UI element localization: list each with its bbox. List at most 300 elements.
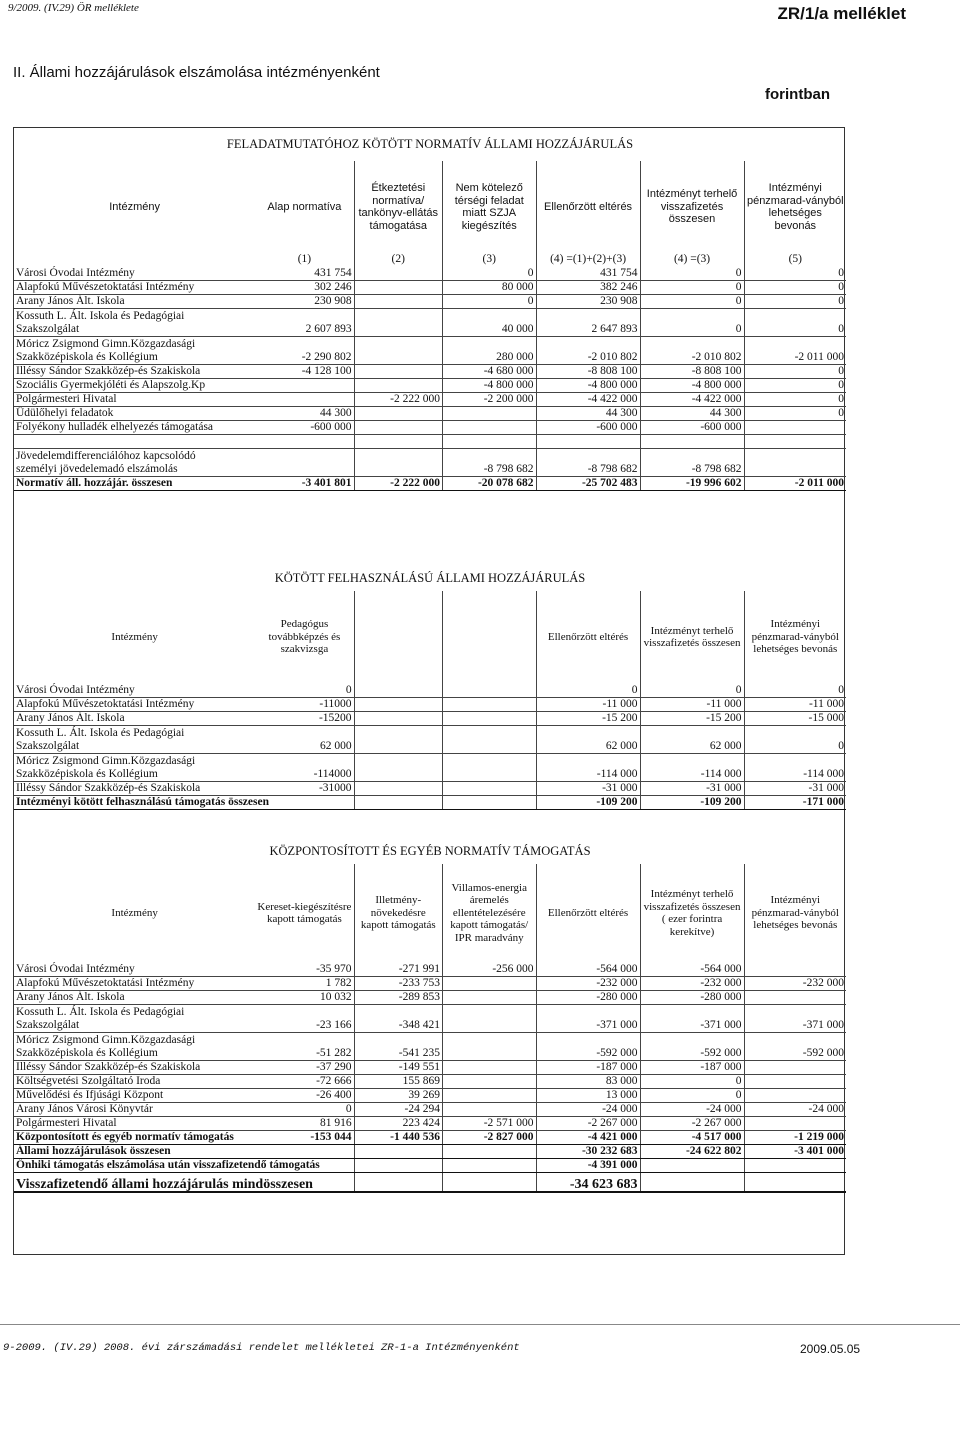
cell-value bbox=[442, 1088, 536, 1102]
cell-value: 10 032 bbox=[255, 990, 354, 1004]
cell-value: -25 702 483 bbox=[536, 476, 640, 490]
row-label: Intézmény bbox=[109, 200, 160, 213]
cell-value: -11 000 bbox=[536, 697, 640, 711]
row-label: Móricz Zsigmond Gimn.Közgazdasági Szakközépiskola és Kollégium bbox=[14, 1032, 255, 1060]
cell-value: -256 000 bbox=[442, 962, 536, 976]
cell-value: -2 010 802 bbox=[640, 336, 744, 364]
cell-value: Illetmény-növekedésre kapott támogatás bbox=[354, 864, 442, 962]
cell-value: -24 000 bbox=[536, 1102, 640, 1116]
table-row bbox=[14, 781, 846, 795]
cell-value: -11000 bbox=[255, 697, 354, 711]
cell-value: -2 267 000 bbox=[640, 1116, 744, 1130]
cell-value: -114000 bbox=[255, 753, 354, 781]
cell-value: -371 000 bbox=[744, 1004, 846, 1032]
row-label: Városi Óvodai Intézmény bbox=[14, 962, 255, 976]
cell-value bbox=[744, 1116, 846, 1130]
cell-value: 431 754 bbox=[536, 266, 640, 280]
cell-value: -3 401 000 bbox=[744, 1144, 846, 1158]
cell-value: 39 269 bbox=[354, 1088, 442, 1102]
cell-value bbox=[354, 711, 442, 725]
cell-value bbox=[354, 336, 442, 364]
cell-value bbox=[255, 795, 354, 809]
header-row bbox=[14, 864, 846, 962]
grand-total-row bbox=[14, 1172, 846, 1192]
cell-value: -564 000 bbox=[640, 962, 744, 976]
cell-value bbox=[354, 725, 442, 753]
cell-value: Kereset-kiegészítésre kapott támogatás bbox=[255, 864, 354, 962]
table-row bbox=[14, 308, 846, 336]
cell-value: -592 000 bbox=[536, 1032, 640, 1060]
cell-value: -24 000 bbox=[640, 1102, 744, 1116]
cell-value: -4 800 000 bbox=[536, 378, 640, 392]
table-row bbox=[14, 420, 846, 434]
cell-value: Ellenőrzött eltérés bbox=[536, 864, 640, 962]
cell-value: 230 908 bbox=[255, 294, 354, 308]
table-row bbox=[14, 697, 846, 711]
footer-date: 2009.05.05 bbox=[800, 1342, 861, 1356]
table-row bbox=[14, 1032, 846, 1060]
cell-value bbox=[255, 1144, 354, 1158]
cell-value: 44 300 bbox=[255, 406, 354, 420]
cell-value bbox=[354, 406, 442, 420]
cell-value bbox=[744, 1088, 846, 1102]
cell-value: -280 000 bbox=[536, 990, 640, 1004]
cell-value: -233 753 bbox=[354, 976, 442, 990]
table-row bbox=[14, 294, 846, 308]
footer-left: 9-2009. (IV.29) 2008. évi zárszámadási rendelet mellékletei ZR-1-a Intézményenként bbox=[3, 1342, 520, 1354]
report-frame bbox=[13, 127, 845, 1255]
row-label: Illéssy Sándor Szakközép-és Szakiskola bbox=[14, 364, 255, 378]
row-label: Arany János Városi Könyvtár bbox=[14, 1102, 255, 1116]
cell-value: 44 300 bbox=[640, 406, 744, 420]
row-label: Arany János Ált. Iskola bbox=[14, 294, 255, 308]
cell-value bbox=[354, 1172, 442, 1192]
cell-value bbox=[442, 591, 536, 683]
cell-value: 0 bbox=[744, 280, 846, 294]
cell-value bbox=[442, 406, 536, 420]
cell-value: 80 000 bbox=[442, 280, 536, 294]
cell-value: Étkeztetési normatíva/ tankönyv-ellátás támogatása bbox=[354, 161, 442, 253]
cell-value: -8 798 682 bbox=[640, 448, 744, 476]
cell-value bbox=[354, 308, 442, 336]
cell-value: -2 222 000 bbox=[354, 392, 442, 406]
cell-value: 431 754 bbox=[255, 266, 354, 280]
cell-value bbox=[744, 1060, 846, 1074]
cell-value: -20 078 682 bbox=[442, 476, 536, 490]
cell-value: 0 bbox=[640, 1074, 744, 1088]
cell-value bbox=[442, 1060, 536, 1074]
total-row bbox=[14, 476, 846, 490]
cell-value: (3) bbox=[442, 253, 536, 266]
page-title: II. Állami hozzájárulások elszámolása intézményenként bbox=[13, 64, 380, 81]
unit-label: forintban bbox=[765, 86, 830, 103]
cell-value: -2 267 000 bbox=[536, 1116, 640, 1130]
cell-value bbox=[442, 795, 536, 809]
cell-value bbox=[354, 1158, 442, 1172]
row-label: Polgármesteri Hivatal bbox=[14, 1116, 255, 1130]
cell-value bbox=[354, 1144, 442, 1158]
table-row bbox=[14, 266, 846, 280]
cell-value: -4 422 000 bbox=[536, 392, 640, 406]
cell-value: -114 000 bbox=[744, 753, 846, 781]
row-label: Móricz Zsigmond Gimn.Közgazdasági Szakközépiskola és Kollégium bbox=[14, 336, 255, 364]
cell-value bbox=[442, 753, 536, 781]
row-label: Illéssy Sándor Szakközép-és Szakiskola bbox=[14, 781, 255, 795]
cell-value: -2 222 000 bbox=[354, 476, 442, 490]
row-label bbox=[14, 253, 255, 266]
cell-value bbox=[442, 781, 536, 795]
cell-value: -2 011 000 bbox=[744, 476, 846, 490]
cell-value: -31 000 bbox=[536, 781, 640, 795]
cell-value: 62 000 bbox=[640, 725, 744, 753]
row-label: Kossuth L. Ált. Iskola és Pedagógiai Szakszolgálat bbox=[14, 725, 255, 753]
summary-row bbox=[14, 1144, 846, 1158]
cell-value: -11 000 bbox=[640, 697, 744, 711]
cell-value bbox=[354, 364, 442, 378]
cell-value: 0 bbox=[640, 280, 744, 294]
section2-title: KÖTÖTT FELHASZNÁLÁSÚ ÁLLAMI HOZZÁJÁRULÁS bbox=[274, 571, 586, 585]
cell-value bbox=[442, 976, 536, 990]
cell-value: -2 571 000 bbox=[442, 1116, 536, 1130]
cell-value: 83 000 bbox=[536, 1074, 640, 1088]
row-label: Intézmény bbox=[111, 630, 158, 643]
cell-value: 0 bbox=[744, 725, 846, 753]
row-label: Kossuth L. Ált. Iskola és Pedagógiai Szakszolgálat bbox=[14, 308, 255, 336]
cell-value: (1) bbox=[255, 253, 354, 266]
cell-value: -109 200 bbox=[536, 795, 640, 809]
cell-value: -1 219 000 bbox=[744, 1130, 846, 1144]
cell-value: 2 647 893 bbox=[536, 308, 640, 336]
cell-value: -8 808 100 bbox=[640, 364, 744, 378]
cell-value bbox=[442, 1158, 536, 1172]
cell-value: -31 000 bbox=[744, 781, 846, 795]
cell-value: 0 bbox=[744, 308, 846, 336]
cell-value: 0 bbox=[255, 683, 354, 697]
cell-value: -114 000 bbox=[640, 753, 744, 781]
cell-value: -4 680 000 bbox=[442, 364, 536, 378]
cell-value: -600 000 bbox=[255, 420, 354, 434]
cell-value: 0 bbox=[255, 1102, 354, 1116]
cell-value bbox=[744, 434, 846, 448]
cell-value: Intézményt terhelő visszafizetés összesen bbox=[640, 591, 744, 683]
cell-value: -72 666 bbox=[255, 1074, 354, 1088]
cell-value: -19 996 602 bbox=[640, 476, 744, 490]
cell-value: -541 235 bbox=[354, 1032, 442, 1060]
row-label: Visszafizetendő állami hozzájárulás mindösszesen bbox=[14, 1172, 255, 1192]
table-row bbox=[14, 406, 846, 420]
footer-divider bbox=[0, 1324, 960, 1325]
row-label: Központosított és egyéb normatív támogatás bbox=[14, 1130, 255, 1144]
cell-value: -23 166 bbox=[255, 1004, 354, 1032]
section3-table bbox=[14, 864, 846, 1193]
cell-value: 0 bbox=[640, 1088, 744, 1102]
cell-value bbox=[255, 378, 354, 392]
row-label: Illéssy Sándor Szakközép-és Szakiskola bbox=[14, 1060, 255, 1074]
cell-value bbox=[354, 280, 442, 294]
cell-value bbox=[744, 990, 846, 1004]
cell-value: Intézményi pénzmarad-ványból lehetséges bevonás bbox=[751, 618, 839, 656]
cell-value: -30 232 683 bbox=[536, 1144, 640, 1158]
cell-value: -2 827 000 bbox=[442, 1130, 536, 1144]
row-label: Intézményi kötött felhasználású támogatás összesen bbox=[16, 795, 269, 808]
cell-value: (5) bbox=[788, 253, 802, 265]
table-row bbox=[14, 1102, 846, 1116]
cell-value: -31 000 bbox=[640, 781, 744, 795]
table-row bbox=[14, 392, 846, 406]
cell-value bbox=[354, 781, 442, 795]
index-row bbox=[14, 253, 846, 266]
cell-value: 44 300 bbox=[536, 406, 640, 420]
cell-value: 0 bbox=[744, 364, 846, 378]
cell-value: Villamos-energia áremelés ellentételezésére kapott támogatás/ IPR maradvány bbox=[442, 864, 536, 962]
cell-value: 0 bbox=[744, 266, 846, 280]
cell-value: -24 000 bbox=[744, 1102, 846, 1116]
cell-value bbox=[442, 420, 536, 434]
cell-value: -187 000 bbox=[640, 1060, 744, 1074]
cell-value: -592 000 bbox=[744, 1032, 846, 1060]
cell-value bbox=[354, 434, 442, 448]
cell-value bbox=[640, 434, 744, 448]
cell-value bbox=[744, 1074, 846, 1088]
cell-value: 81 916 bbox=[255, 1116, 354, 1130]
cell-value: -149 551 bbox=[354, 1060, 442, 1074]
cell-value bbox=[354, 420, 442, 434]
cell-value: 0 bbox=[744, 378, 846, 392]
cell-value: -2 011 000 bbox=[744, 336, 846, 364]
cell-value: -371 000 bbox=[640, 1004, 744, 1032]
cell-value: -4 422 000 bbox=[640, 392, 744, 406]
cell-value bbox=[442, 725, 536, 753]
cell-value bbox=[354, 697, 442, 711]
cell-value: -4 391 000 bbox=[536, 1158, 640, 1172]
cell-value: -187 000 bbox=[536, 1060, 640, 1074]
cell-value bbox=[442, 1102, 536, 1116]
cell-value bbox=[744, 420, 846, 434]
cell-value bbox=[442, 711, 536, 725]
row-label: Művelődési és Ifjúsági Központ bbox=[14, 1088, 255, 1102]
cell-value: -15 200 bbox=[536, 711, 640, 725]
cell-value: -8 798 682 bbox=[442, 448, 536, 476]
cell-value: -51 282 bbox=[255, 1032, 354, 1060]
cell-value bbox=[354, 591, 442, 683]
table-row bbox=[14, 364, 846, 378]
cell-value: -3 401 801 bbox=[255, 476, 354, 490]
cell-value bbox=[354, 683, 442, 697]
cell-value: -592 000 bbox=[640, 1032, 744, 1060]
cell-value: -4 421 000 bbox=[536, 1130, 640, 1144]
row-label: Polgármesteri Hivatal bbox=[14, 392, 255, 406]
cell-value: Intézményt terhelő visszafizetés összesen bbox=[640, 161, 744, 253]
cell-value: -35 970 bbox=[255, 962, 354, 976]
cell-value: 1 782 bbox=[255, 976, 354, 990]
header-row bbox=[14, 161, 846, 253]
cell-value: -600 000 bbox=[640, 420, 744, 434]
cell-value bbox=[744, 448, 846, 476]
cell-value: Alap normatíva bbox=[255, 161, 354, 253]
summary-row bbox=[14, 1158, 846, 1172]
header-left: 9/2009. (IV.29) ÖR melléklete bbox=[8, 2, 139, 14]
cell-value: 0 bbox=[640, 266, 744, 280]
cell-value: -15 000 bbox=[744, 711, 846, 725]
row-label: Kossuth L. Ált. Iskola és Pedagógiai Szakszolgálat bbox=[14, 1004, 255, 1032]
table-row bbox=[14, 336, 846, 364]
cell-value bbox=[744, 1172, 846, 1192]
header-right: ZR/1/a melléklet bbox=[777, 4, 906, 23]
cell-value: -2 010 802 bbox=[536, 336, 640, 364]
table-row bbox=[14, 725, 846, 753]
cell-value: 0 bbox=[536, 683, 640, 697]
cell-value bbox=[442, 1032, 536, 1060]
cell-value: -4 800 000 bbox=[442, 378, 536, 392]
cell-value bbox=[536, 434, 640, 448]
cell-value: Pedagógus továbbképzés és szakvizsga bbox=[255, 591, 354, 683]
row-label: Városi Óvodai Intézmény bbox=[14, 266, 255, 280]
cell-value: 13 000 bbox=[536, 1088, 640, 1102]
cell-value: 230 908 bbox=[536, 294, 640, 308]
table-row bbox=[14, 378, 846, 392]
cell-value bbox=[442, 697, 536, 711]
cell-value bbox=[354, 753, 442, 781]
table-row bbox=[14, 1004, 846, 1032]
cell-value: -26 400 bbox=[255, 1088, 354, 1102]
cell-value: -34 623 683 bbox=[536, 1172, 640, 1192]
table-row bbox=[14, 711, 846, 725]
header-row bbox=[14, 591, 846, 683]
cell-value bbox=[640, 1172, 744, 1192]
cell-value bbox=[442, 990, 536, 1004]
table-row bbox=[14, 434, 846, 448]
cell-value: -114 000 bbox=[536, 753, 640, 781]
cell-value: -232 000 bbox=[536, 976, 640, 990]
cell-value: 0 bbox=[744, 683, 846, 697]
row-label: Alapfokú Művészetoktatási Intézmény bbox=[14, 280, 255, 294]
cell-value: -371 000 bbox=[536, 1004, 640, 1032]
cell-value: -8 808 100 bbox=[536, 364, 640, 378]
table-row bbox=[14, 753, 846, 781]
table-row bbox=[14, 683, 846, 697]
cell-value: -600 000 bbox=[536, 420, 640, 434]
table-row bbox=[14, 990, 846, 1004]
row-label: Normatív áll. hozzájár. összesen bbox=[14, 476, 255, 490]
table-row bbox=[14, 1074, 846, 1088]
cell-value: 280 000 bbox=[442, 336, 536, 364]
table-row bbox=[14, 280, 846, 294]
cell-value: 0 bbox=[640, 294, 744, 308]
cell-value: 0 bbox=[744, 406, 846, 420]
table-row bbox=[14, 1088, 846, 1102]
cell-value: 0 bbox=[442, 294, 536, 308]
cell-value: Nem kötelező térségi feladat miatt SZJA kiegészítés bbox=[442, 161, 536, 253]
section2-table bbox=[14, 591, 846, 810]
cell-value bbox=[442, 434, 536, 448]
cell-value: (4) =(1)+(2)+(3) bbox=[536, 253, 640, 266]
cell-value: -31000 bbox=[255, 781, 354, 795]
cell-value: -564 000 bbox=[536, 962, 640, 976]
cell-value bbox=[744, 962, 846, 976]
cell-value: -37 290 bbox=[255, 1060, 354, 1074]
cell-value: 302 246 bbox=[255, 280, 354, 294]
cell-value: -24 294 bbox=[354, 1102, 442, 1116]
table-row bbox=[14, 976, 846, 990]
cell-value: -15 200 bbox=[640, 711, 744, 725]
cell-value: -11 000 bbox=[744, 697, 846, 711]
row-label: Móricz Zsigmond Gimn.Közgazdasági Szakközépiskola és Kollégium bbox=[14, 753, 255, 781]
cell-value bbox=[255, 392, 354, 406]
section1-table bbox=[14, 161, 846, 491]
cell-value: -2 290 802 bbox=[255, 336, 354, 364]
cell-value: Intézményt terhelő visszafizetés összesen ( ezer forintra kerekítve) bbox=[640, 864, 744, 962]
cell-value bbox=[354, 378, 442, 392]
cell-value: -2 200 000 bbox=[442, 392, 536, 406]
cell-value: -24 622 802 bbox=[640, 1144, 744, 1158]
cell-value: -4 128 100 bbox=[255, 364, 354, 378]
cell-value: 0 bbox=[744, 294, 846, 308]
total-row bbox=[14, 795, 846, 809]
cell-value bbox=[354, 266, 442, 280]
cell-value: -4 800 000 bbox=[640, 378, 744, 392]
cell-value: 223 424 bbox=[354, 1116, 442, 1130]
row-label: Jövedelemdifferenciálóhoz kapcsolódó személyi jövedelemadó elszámolás bbox=[14, 448, 255, 476]
row-label: Állami hozzájárulások összesen bbox=[14, 1144, 255, 1158]
cell-value: -348 421 bbox=[354, 1004, 442, 1032]
cell-value: 382 246 bbox=[536, 280, 640, 294]
row-label: Önhiki támogatás elszámolása után visszafizetendő támogatás bbox=[16, 1158, 320, 1171]
cell-value: -4 517 000 bbox=[640, 1130, 744, 1144]
cell-value: 0 bbox=[442, 266, 536, 280]
cell-value: -15200 bbox=[255, 711, 354, 725]
section1-title: FELADATMUTATÓHOZ KÖTÖTT NORMATÍV ÁLLAMI HOZZÁJÁRULÁS bbox=[226, 137, 634, 151]
cell-value: -271 991 bbox=[354, 962, 442, 976]
cell-value: -289 853 bbox=[354, 990, 442, 1004]
table-row bbox=[14, 1060, 846, 1074]
row-label: Üdülőhelyi feladatok bbox=[14, 406, 255, 420]
cell-value: 0 bbox=[744, 392, 846, 406]
cell-value: 62 000 bbox=[536, 725, 640, 753]
cell-value: -8 798 682 bbox=[536, 448, 640, 476]
row-label: Folyékony hulladék elhelyezés támogatása bbox=[14, 420, 255, 434]
table-row bbox=[14, 1116, 846, 1130]
cell-value: Intézményi pénzmarad-ványból lehetséges bevonás bbox=[751, 894, 839, 932]
cell-value bbox=[354, 795, 442, 809]
cell-value: Intézményi pénzmarad-ványból lehetséges bevonás bbox=[746, 182, 844, 232]
row-label: Alapfokú Művészetoktatási Intézmény bbox=[14, 697, 255, 711]
row-label: Költségvetési Szolgáltató Iroda bbox=[14, 1074, 255, 1088]
cell-value: -232 000 bbox=[640, 976, 744, 990]
row-label: Arany János Ált. Iskola bbox=[14, 711, 255, 725]
cell-value: -171 000 bbox=[744, 795, 846, 809]
cell-value: -109 200 bbox=[640, 795, 744, 809]
table-row bbox=[14, 448, 846, 476]
cell-value bbox=[442, 1144, 536, 1158]
cell-value bbox=[442, 1172, 536, 1192]
cell-value: Ellenőrzött eltérés bbox=[536, 161, 640, 253]
cell-value: 62 000 bbox=[255, 725, 354, 753]
cell-value bbox=[744, 1158, 846, 1172]
cell-value bbox=[255, 448, 354, 476]
cell-value: 0 bbox=[640, 683, 744, 697]
cell-value: (2) bbox=[354, 253, 442, 266]
cell-value: -1 440 536 bbox=[354, 1130, 442, 1144]
cell-value bbox=[255, 434, 354, 448]
cell-value: 155 869 bbox=[354, 1074, 442, 1088]
cell-value: 0 bbox=[640, 308, 744, 336]
cell-value: (4) =(3) bbox=[640, 253, 744, 266]
row-label: Alapfokú Művészetoktatási Intézmény bbox=[14, 976, 255, 990]
row-label: Intézmény bbox=[111, 906, 158, 919]
cell-value: 40 000 bbox=[442, 308, 536, 336]
row-label: Városi Óvodai Intézmény bbox=[14, 683, 255, 697]
cell-value bbox=[354, 448, 442, 476]
